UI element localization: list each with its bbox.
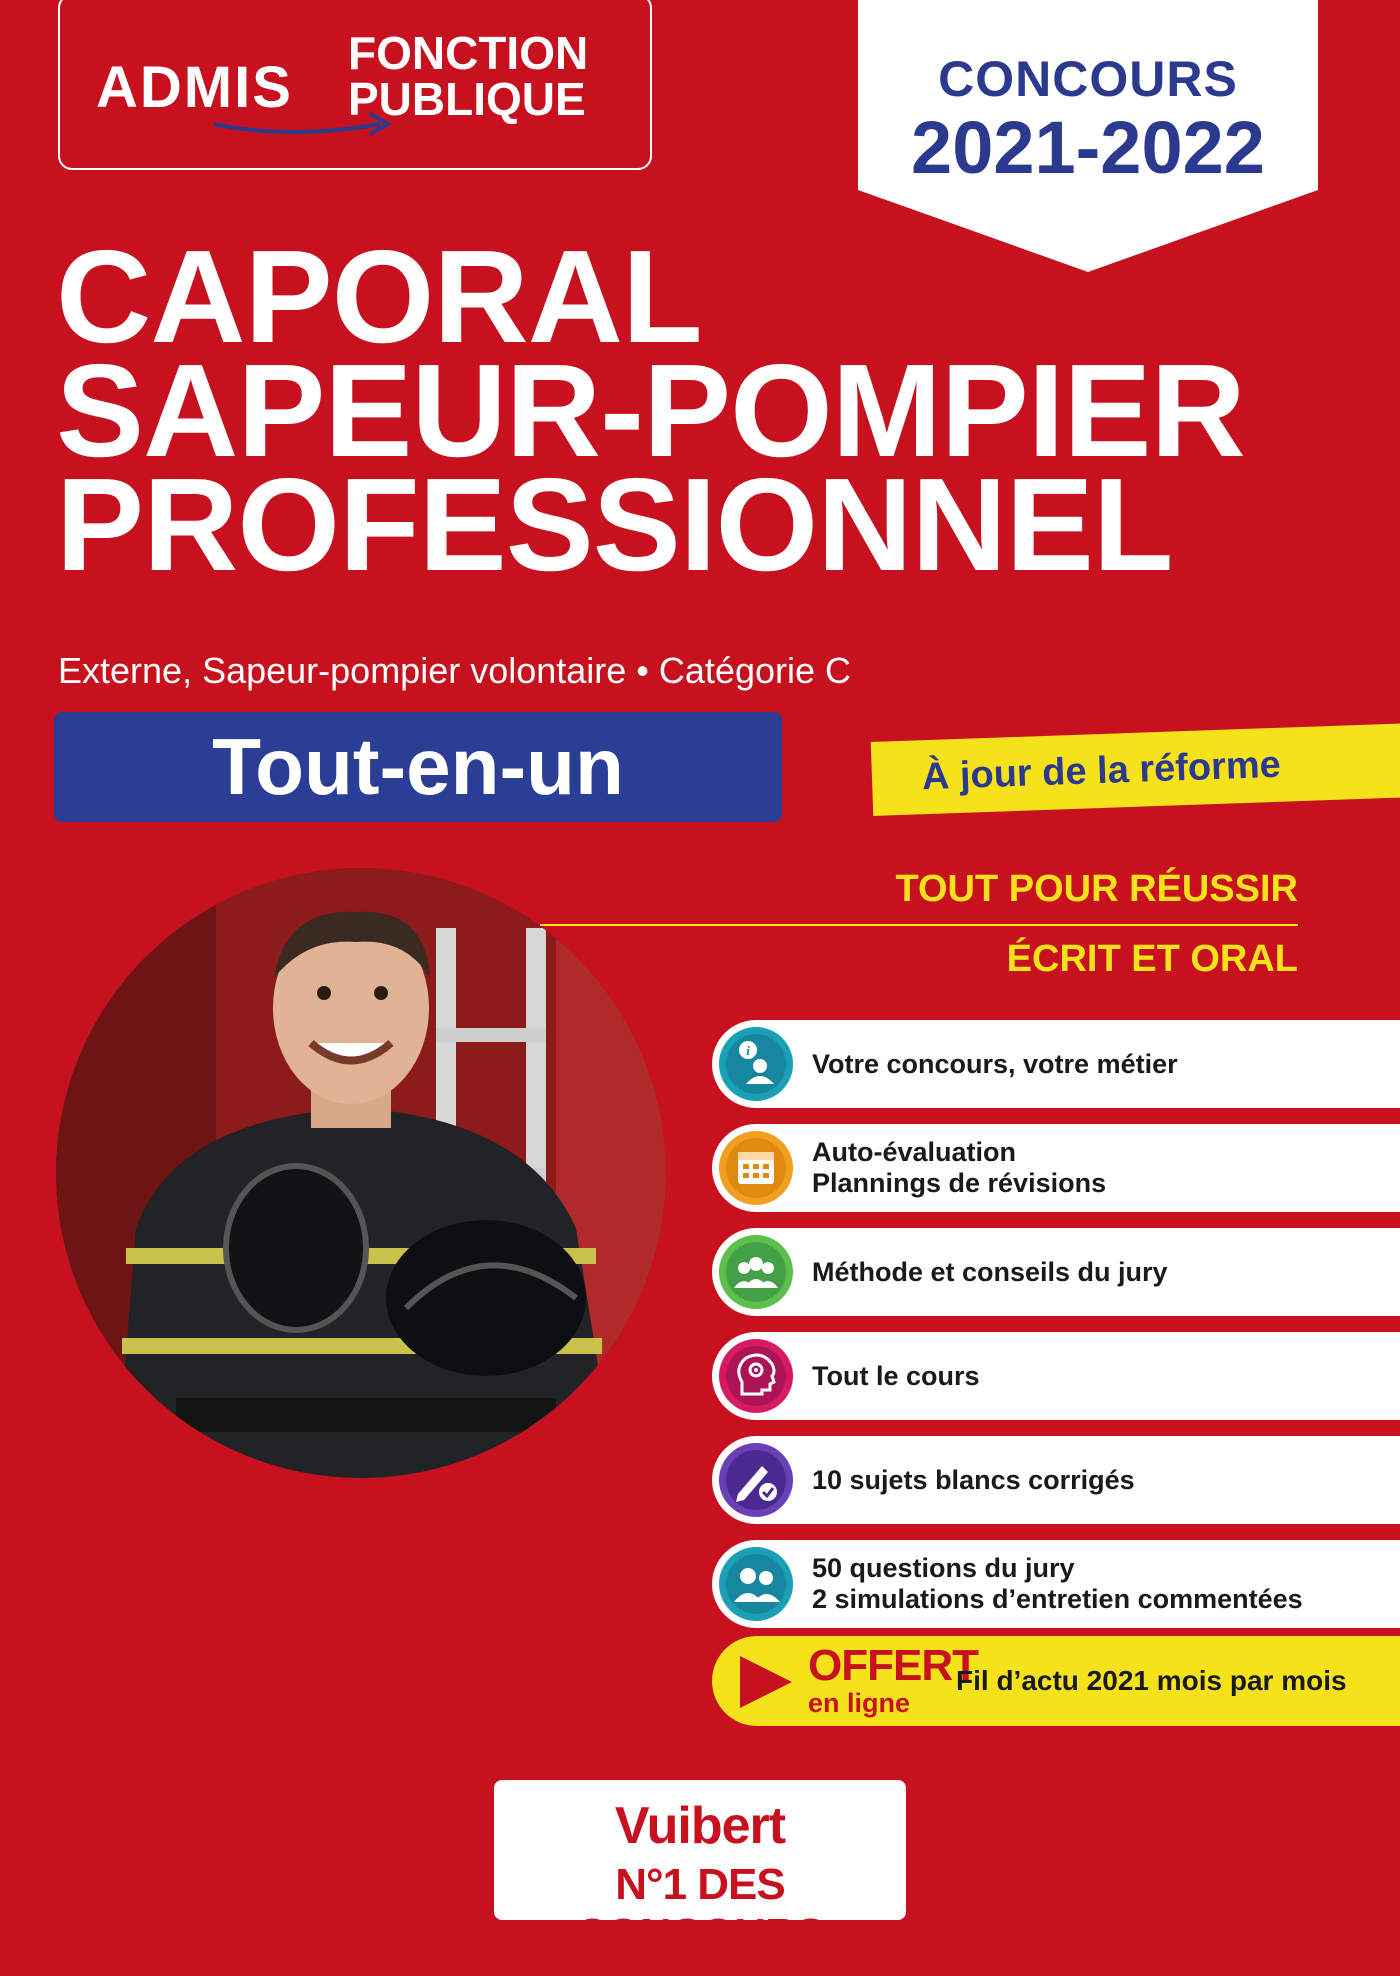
- online-offer-banner: [712, 1636, 1400, 1726]
- publisher-tagline: N°1 DES CONCOURS: [575, 1860, 825, 1959]
- feature-item: [712, 1020, 1400, 1108]
- feature-line: Tout le cours: [812, 1360, 980, 1391]
- group-icon: [718, 1234, 794, 1310]
- feature-item: [712, 1228, 1400, 1316]
- feature-text: [812, 1332, 980, 1420]
- feature-line: 10 sujets blancs corrigés: [812, 1464, 1135, 1495]
- head-gear-icon: [718, 1338, 794, 1414]
- info-person-icon: [718, 1026, 794, 1102]
- book-subtitle: Externe, Sapeur-pompier volontaire • Catégorie C: [58, 650, 852, 691]
- tagline-line-2: ÉCRIT ET ORAL: [1006, 938, 1298, 980]
- feature-text: [812, 1228, 1168, 1316]
- publisher-name: Vuibert: [614, 1797, 786, 1855]
- tagline-line-1: TOUT POUR RÉUSSIR: [895, 868, 1298, 910]
- feature-item: [712, 1124, 1400, 1212]
- feature-text: [812, 1124, 1106, 1212]
- series-admis-label: ADMIS: [96, 55, 293, 120]
- book-title: [56, 223, 1376, 598]
- reform-banner: À jour de la réforme: [871, 724, 1400, 816]
- calendar-icon: [718, 1130, 794, 1206]
- offer-subline: en ligne: [808, 1688, 911, 1718]
- series-logo: [58, 0, 652, 170]
- concours-label: CONCOURS: [938, 51, 1238, 107]
- publisher-logo: [494, 1780, 906, 1959]
- feature-line: Plannings de révisions: [812, 1168, 1107, 1198]
- format-badge: Tout-en-un: [54, 712, 782, 822]
- feature-text: [812, 1540, 1303, 1628]
- series-fonction-publique: [348, 27, 638, 125]
- feature-item: [712, 1540, 1400, 1628]
- series-line2: PUBLIQUE: [348, 73, 586, 125]
- feature-item: [712, 1436, 1400, 1524]
- tagline-divider: [540, 924, 1298, 926]
- feature-line: 2 simulations d’entretien commentées: [812, 1584, 1303, 1614]
- feature-line: 50 questions du jury: [812, 1553, 1075, 1583]
- feature-line: Méthode et conseils du jury: [812, 1256, 1168, 1287]
- feature-line: Votre concours, votre métier: [812, 1048, 1178, 1079]
- play-icon: [736, 1654, 796, 1710]
- title-line-2: SAPEUR-POMPIER: [56, 337, 1245, 484]
- title-line-1: CAPORAL: [56, 223, 702, 370]
- feature-text: [812, 1020, 1178, 1108]
- people-icon: [718, 1546, 794, 1622]
- pen-check-icon: [718, 1442, 794, 1518]
- feature-line: Auto-évaluation: [812, 1137, 1017, 1167]
- series-line1: FONCTION: [348, 27, 589, 79]
- offer-headline: OFFERT: [808, 1641, 978, 1690]
- feature-text: [812, 1436, 1135, 1524]
- title-line-3: PROFESSIONNEL: [56, 451, 1173, 598]
- svg-text:i: i: [746, 1043, 750, 1058]
- firefighter-photo: [56, 868, 666, 1478]
- concours-years: 2021-2022: [911, 106, 1265, 189]
- offer-description: Fil d’actu 2021 mois par mois: [956, 1665, 1347, 1696]
- feature-item: [712, 1332, 1400, 1420]
